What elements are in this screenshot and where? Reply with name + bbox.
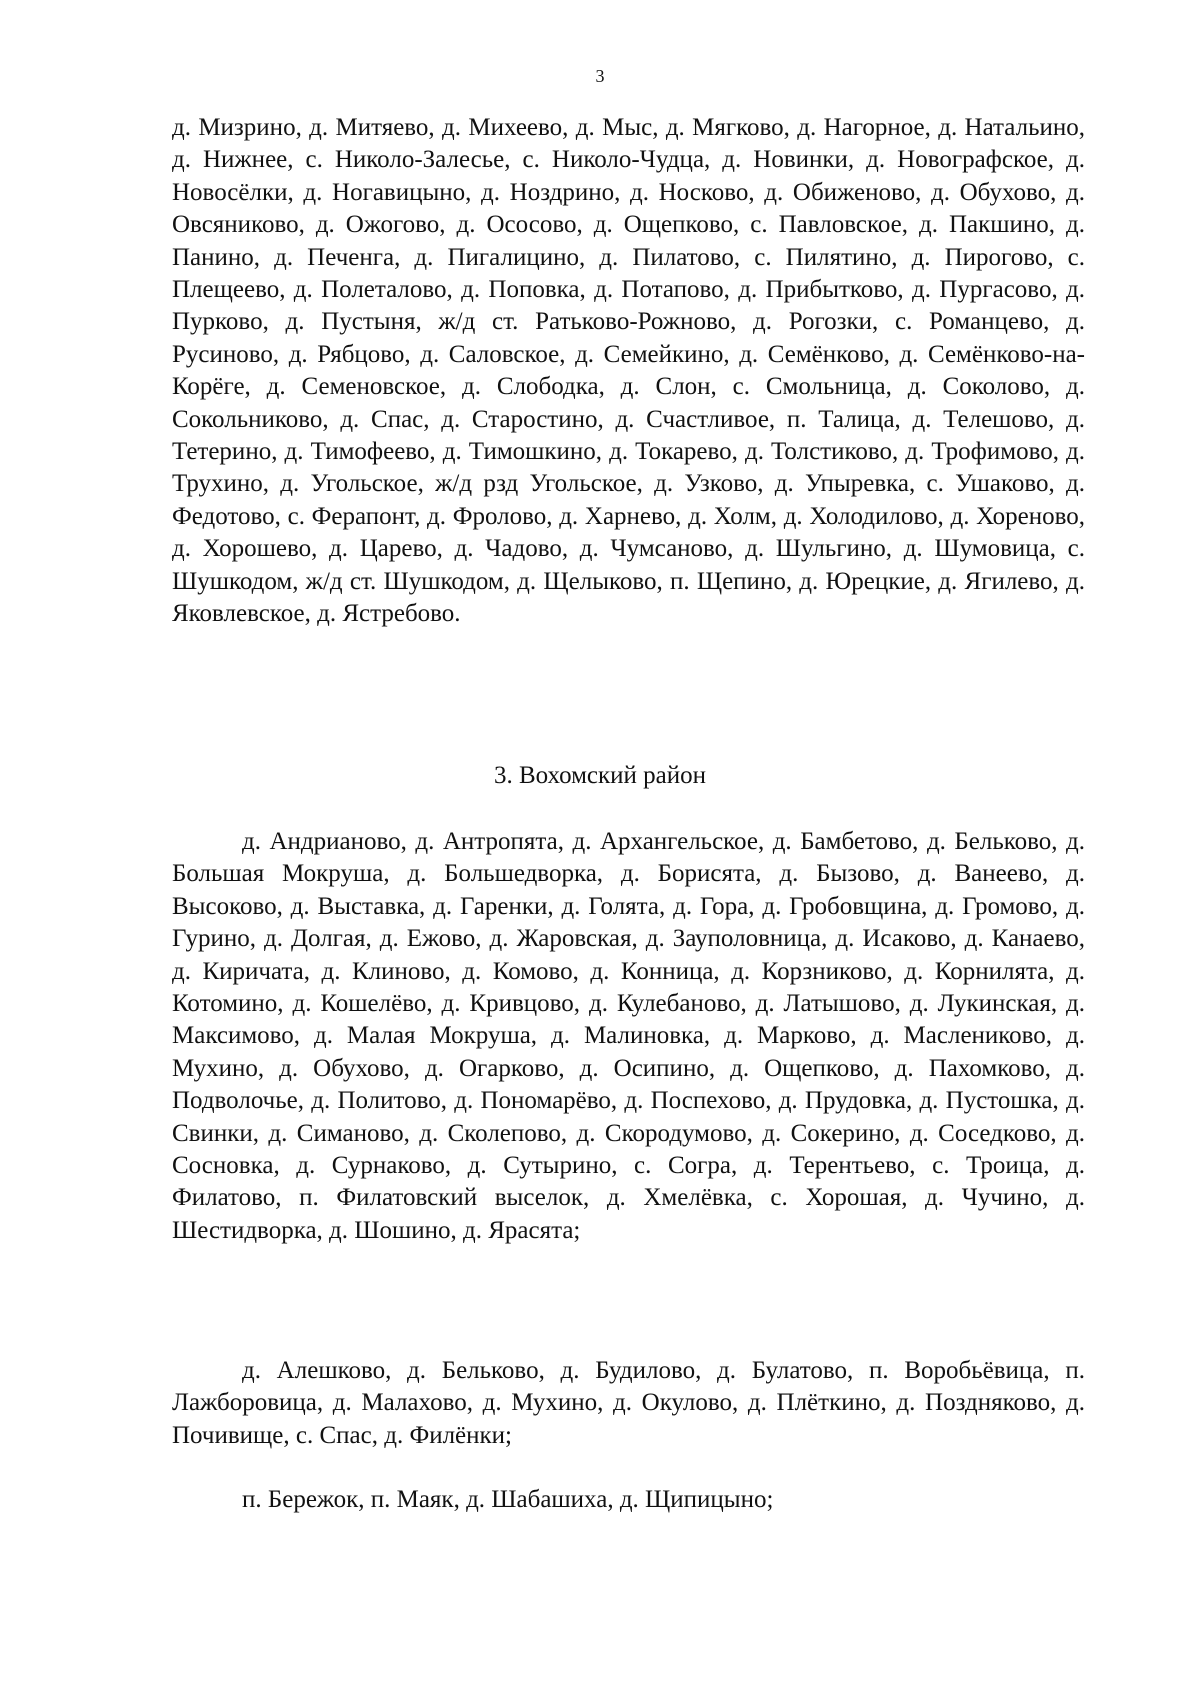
settlement-list-paragraph: п. Бережок, п. Маяк, д. Шабашиха, д. Щипицыно; [242, 1486, 774, 1513]
continuation-paragraph: д. Мизрино, д. Митяево, д. Михеево, д. Мыс, д. Мягково, д. Нагорное, д. Натальино, д. Нижнее, с. Николо-Залесье, с. Николо-Чудца, д. Новинки, д. Новографское, д. Новосёлки, д. Ногавицыно, д. Ноздрино, д. Носково, д. Обиженово, д. Обухово, д. Овсяниково, д. Ожогово, д. Ососово, д. Ощепково, с. Павловское, д. Пакшино, д. Панино, д. Печенга, д. Пигалицино, д. Пилатово, с. Пилятино, д. Пирогово, с. Плещеево, д. Полеталово, д. Поповка, д. Потапово, д. Прибытково, д. Пургасово, д. Пурково, д. Пустыня, ж/д ст. Ратьково-Рожново, д. Рогозки, с. Романцево, д. Русиново, д. Рябцово, д. Саловское, д. Семейкино, д. Семёнково, д. Семёнково-на-Корёге, д. Семеновское, д. Слободка, д. Слон, с. Смольница, д. Соколово, д. Сокольниково, д. Спас, д. Старостино, д. Счастливое, п. Талица, д. Телешово, д. Тетерино, д. Тимофеево, д. Тимошкино, д. Токарево, д. Толстиково, д. Трофимово, д. Трухино, д. Угольское, ж/д рзд Угольское, д. Узково, д. Упыревка, с. Ушаково, д. Федотово, с. Ферапонт, д. Фролово, д. Харнево, д. Холм, д. Холодилово, д. Хореново, д. Хорошево, д. Царево, д. Чадово, д. Чумсаново, д. Шульгино, д. Шумовица, с. Шушкодом, ж/д ст. Шушкодом, д. Щелыково, п. Щепино, д. Юрецкие, д. Ягилево, д. Яковлевское, д. Ястребово. [172, 114, 1085, 628]
page-number: 3 [595, 66, 605, 86]
section-heading: 3. Вохомский район [493, 762, 707, 789]
settlement-list-paragraph: д. Андрианово, д. Антропята, д. Архангельское, д. Бамбетово, д. Бельково, д. Большая Мокруша, д. Большедворка, д. Борисята, д. Бызово, д. Ванеево, д. Высоково, д. Выставка, д. Гаренки, д. Голята, д. Гора, д. Гробовщина, д. Громово, д. Гурино, д. Долгая, д. Ежово, д. Жаровская, д. Зауполовница, д. Исаково, д. Канаево, д. Киричата, д. Клиново, д. Комово, д. Конница, д. Корзниково, д. Корнилята, д. Котомино, д. Кошелёво, д. Кривцово, д. Кулебаново, д. Латышово, д. Лукинская, д. Максимово, д. Малая Мокруша, д. Малиновка, д. Марково, д. Маслениково, д. Мухино, д. Обухово, д. Огарково, д. Осипино, д. Ощепково, д. Пахомково, д. Подволочье, д. Политово, д. Пономарёво, д. Поспехово, д. Прудовка, д. Пустошка, д. Свинки, д. Симаново, д. Сколепово, д. Скородумово, д. Сокерино, д. Соседково, д. Сосновка, д. Сурнаково, д. Сутырино, с. Согра, д. Терентьево, с. Троица, д. Филатово, п. Филатовский выселок, д. Хмелёвка, с. Хорошая, д. Чучино, д. Шестидворка, д. Шошино, д. Ярасята; [172, 828, 1085, 1244]
settlement-list-paragraph: д. Алешково, д. Бельково, д. Будилово, д. Булатово, п. Воробьёвица, п. Лажборовица, д. Малахово, д. Мухино, д. Окулово, д. Плёткино, д. Поздняково, д. Почивище, с. Спас, д. Филёнки; [172, 1357, 1085, 1449]
